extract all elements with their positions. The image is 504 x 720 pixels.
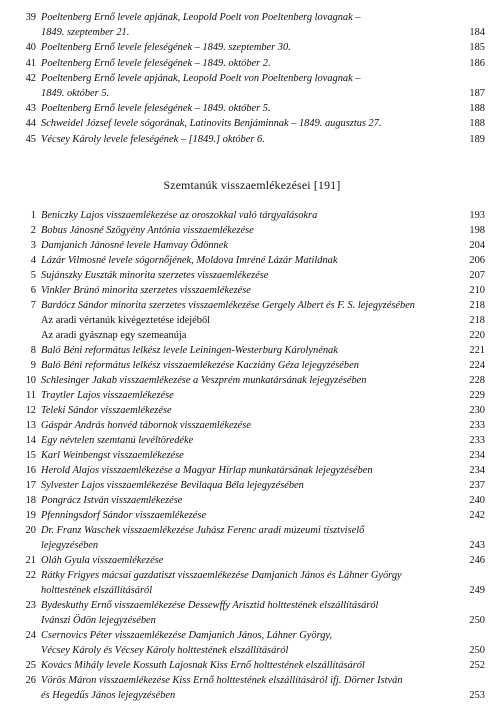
- entry-number: 19: [25, 510, 36, 521]
- entry-title: Traytler Lajos visszaemlékezése: [41, 390, 174, 401]
- page-number: 184: [469, 27, 485, 39]
- entry-number: 6: [30, 285, 36, 296]
- entry-title: Teleki Sándor visszaemlékezése: [41, 405, 172, 416]
- entry-title: Ivánszi Ödön lejegyzésében: [41, 615, 156, 626]
- entry-title: holttestének elszállításáról: [41, 585, 153, 596]
- page-number: 188: [469, 103, 485, 115]
- entry-title: 1849. szeptember 21.: [41, 27, 130, 39]
- entry-number: 15: [25, 450, 36, 461]
- page-number: 186: [469, 57, 485, 69]
- entry-number: 42: [25, 72, 36, 84]
- entry-title: Bardócz Sándor minorita szerzetes visszaemlékezése Gergely Albert és F. S. lejegyzésében: [41, 300, 415, 311]
- page-number: 240: [469, 495, 485, 506]
- entry-number: 23: [25, 600, 36, 611]
- page-number: 234: [469, 450, 485, 461]
- entry-title: Vinkler Brúnó minorita szerzetes visszaemlékezése: [41, 285, 251, 296]
- entry-title: és Hegedűs János lejegyzésében: [41, 690, 176, 701]
- page-number: 185: [469, 42, 485, 54]
- entry-title: Sujánszky Euszták minorita szerzetes visszaemlékezése: [41, 270, 269, 281]
- entry-title: Sylvester Lajos visszaemlékezése Bevilaqua Béla lejegyzésében: [41, 480, 304, 491]
- page-number: 218: [469, 315, 485, 326]
- page-number: 229: [469, 390, 485, 401]
- entry-number: 2: [30, 225, 36, 236]
- entry-number: 40: [25, 42, 36, 54]
- entry-title: Poeltenberg Ernő levele feleségének – 1849. október 5.: [41, 103, 271, 115]
- entry-title: 1849. október 5.: [41, 88, 110, 99]
- page-number: 218: [469, 300, 485, 311]
- page-number: 207: [469, 270, 485, 281]
- page-number: 250: [469, 615, 485, 626]
- entry-title: Dr. Franz Waschek visszaemlékezése Juhász Ferenc aradi múzeumi tisztviselő: [41, 525, 365, 536]
- entry-title: Karl Weinbengst visszaemlékezése: [41, 450, 184, 461]
- entry-number: 41: [25, 57, 36, 69]
- entry-title: Rátky Frigyes mácsai gazdatiszt visszaemlékezése Damjanich János és Láhner György: [41, 570, 402, 581]
- entry-number: 12: [25, 405, 36, 416]
- page-number: 250: [469, 645, 485, 656]
- page-number: 188: [469, 118, 485, 130]
- page-number: 220: [469, 330, 485, 341]
- entry-number: 11: [25, 390, 36, 401]
- page-number: 243: [469, 540, 485, 551]
- entry-number: 7: [30, 300, 36, 311]
- page-number: 246: [469, 555, 485, 566]
- page-number: 242: [469, 510, 485, 521]
- entry-title: Gáspár András honvéd tábornok visszaemlékezése: [41, 420, 251, 431]
- entry-title: Vörös Máron visszaemlékezése Kiss Ernő holttestének elszállításáról ifj. Dörner István: [41, 675, 403, 686]
- page-number: 224: [469, 360, 485, 371]
- entry-number: 4: [30, 255, 36, 266]
- entry-number: 26: [25, 675, 36, 686]
- entry-title: Egy névtelen szemtanú levéltöredéke: [41, 435, 194, 446]
- entry-title: Poeltenberg Ernő levele apjának, Leopold Poelt von Poeltenberg lovagnak –: [41, 72, 361, 84]
- entry-number: 18: [25, 495, 36, 506]
- entry-title: Poeltenberg Ernő levele feleségének – 1849. szeptember 30.: [41, 42, 291, 54]
- page-number: 249: [469, 585, 485, 596]
- entry-title: lejegyzésében: [41, 540, 99, 551]
- page-number: 233: [469, 420, 485, 431]
- entry-title: Az aradi gyásznap egy szemeanúja: [41, 330, 187, 341]
- page-number: 253: [469, 690, 485, 701]
- page-number: 234: [469, 465, 485, 476]
- entry-title: Pongrácz István visszaemlékezése: [41, 495, 183, 506]
- entry-number: 5: [30, 270, 36, 281]
- entry-number: 21: [25, 555, 36, 566]
- entry-title: Vécsey Károly és Vécsey Károly holttestének elszállításáról: [41, 645, 289, 656]
- entry-number: 9: [30, 360, 36, 371]
- entry-title: Poeltenberg Ernő levele apjának, Leopold Poelt von Poeltenberg lovagnak –: [41, 12, 361, 23]
- entry-number: 10: [25, 375, 36, 386]
- page-number: 187: [469, 88, 485, 99]
- entry-title: Kovács Mihály levele Kossuth Lajosnak Kiss Ernő holttestének elszállításáról: [41, 660, 365, 671]
- entry-number: 43: [25, 103, 36, 115]
- page-number: 206: [469, 255, 485, 266]
- entry-title: Schlesinger Jakab visszaemlékezése a Veszprém munkatársának lejegyzésében: [41, 375, 367, 386]
- entry-number: 14: [25, 435, 36, 446]
- entry-title: Csernovics Péter visszaemlékezése Damjanich János, Láhner György,: [41, 630, 333, 641]
- page-number: 198: [469, 225, 485, 236]
- entry-title: Poeltenberg Ernő levele feleségének – 1849. október 2.: [41, 57, 271, 69]
- page-number: 221: [469, 345, 485, 356]
- page-number: 237: [469, 480, 485, 491]
- entry-number: 25: [25, 660, 36, 671]
- entry-title: Bobus Jánosné Szögyény Antónia visszaemlékezése: [41, 225, 254, 236]
- section-heading: Szemtanúk visszaemlékezései [191]: [163, 178, 341, 192]
- entry-title: Damjanich Jánosné levele Hamvay Ödönnek: [41, 240, 228, 251]
- entry-title: Oláh Gyula visszaemlékezése: [41, 555, 164, 566]
- entry-number: 20: [25, 525, 36, 536]
- page-number: 252: [469, 660, 485, 671]
- entry-number: 45: [25, 133, 36, 145]
- entry-title: Pfenningsdorf Sándor visszaemlékezése: [41, 510, 207, 521]
- entry-number: 1: [30, 210, 36, 221]
- entry-number: 3: [30, 240, 36, 251]
- page-number: 189: [469, 133, 485, 145]
- entry-number: 8: [30, 345, 36, 356]
- entry-title: Baló Béni református lelkész visszaemlékezése Kacziány Géza lejegyzésében: [41, 360, 359, 371]
- entry-number: 39: [25, 12, 36, 23]
- page-number: 210: [469, 285, 485, 296]
- page-number: 233: [469, 435, 485, 446]
- page-number: 193: [469, 210, 485, 221]
- entry-number: 24: [25, 630, 36, 641]
- entry-number: 17: [25, 480, 36, 491]
- entry-title: Schweidel József levele sógorának, Latinovits Benjáminnak – 1849. augusztus 27.: [41, 118, 382, 130]
- entry-title: Herold Alajos visszaemlékezése a Magyar Hírlap munkatársának lejegyzésében: [41, 465, 373, 476]
- entry-title: Lázár Vilmosné levele sógornőjének, Moldova Imréné Lázár Matildnak: [41, 255, 338, 266]
- page-number: 230: [469, 405, 485, 416]
- entry-number: 22: [25, 570, 36, 581]
- entry-number: 44: [25, 118, 36, 130]
- entry-title: Vécsey Károly levele feleségének – [1849.] október 6.: [41, 133, 265, 145]
- page-number: 228: [469, 375, 485, 386]
- entry-title: Baló Béni református lelkész levele Leiningen-Westerburg Károlynénak: [41, 345, 338, 356]
- entry-number: 16: [25, 465, 36, 476]
- entry-title: Bydeskuthy Ernő visszaemlékezése Dessewffy Arisztid holttestének elszállításáról: [41, 600, 379, 611]
- page-number: 204: [469, 240, 485, 251]
- entry-title: Beniczky Lajos visszaemlékezése az oroszokkal való tárgyalásokra: [41, 210, 318, 221]
- entry-title: Az aradi vértanúk kivégeztetése idejéből: [41, 315, 211, 326]
- entry-number: 13: [25, 420, 36, 431]
